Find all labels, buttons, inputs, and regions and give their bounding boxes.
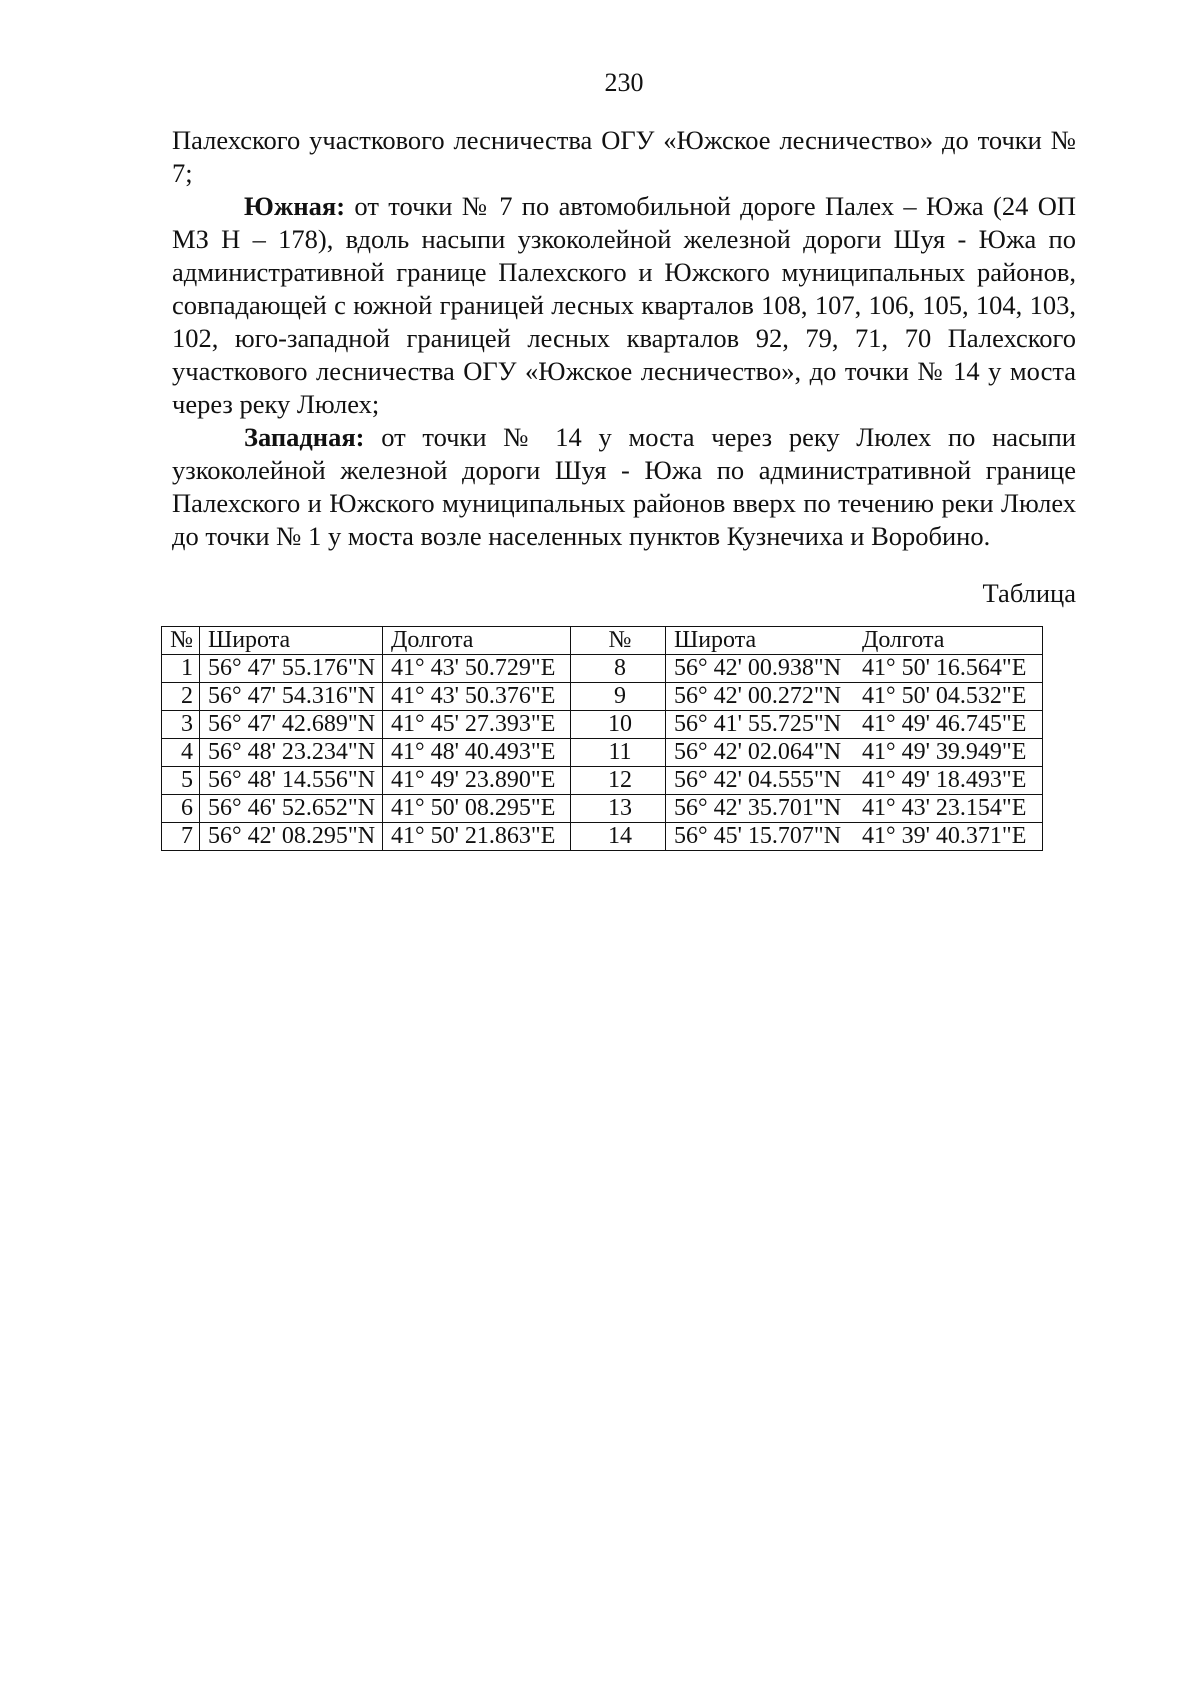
cell-latitude-2: 56° 41' 55.725"N bbox=[666, 711, 855, 739]
cell-longitude: 41° 49' 23.890"E bbox=[383, 767, 571, 795]
cell-latitude: 56° 48' 14.556"N bbox=[200, 767, 383, 795]
header-longitude: Долгота bbox=[383, 627, 571, 655]
cell-number-2: 8 bbox=[571, 655, 666, 683]
coordinates-table bbox=[161, 626, 1043, 851]
header-number-2: № bbox=[571, 627, 666, 655]
paragraph-southern-border bbox=[172, 190, 1076, 421]
cell-longitude: 41° 43' 50.729"E bbox=[383, 655, 571, 683]
cell-number: 7 bbox=[162, 823, 200, 851]
cell-latitude: 56° 47' 55.176"N bbox=[200, 655, 383, 683]
table-row bbox=[162, 683, 1043, 711]
header-number: № bbox=[162, 627, 200, 655]
cell-number-2: 9 bbox=[571, 683, 666, 711]
cell-latitude: 56° 48' 23.234"N bbox=[200, 739, 383, 767]
cell-number: 3 bbox=[162, 711, 200, 739]
cell-latitude-2: 56° 42' 04.555"N bbox=[666, 767, 855, 795]
cell-longitude-2: 41° 39' 40.371"E bbox=[854, 823, 1043, 851]
cell-number-2: 12 bbox=[571, 767, 666, 795]
body-text bbox=[172, 124, 1076, 553]
table-header-row bbox=[162, 627, 1043, 655]
table-row bbox=[162, 795, 1043, 823]
table-row bbox=[162, 823, 1043, 851]
section-label-western: Западная: bbox=[244, 422, 365, 452]
table-caption: Таблица bbox=[982, 578, 1076, 608]
cell-latitude: 56° 46' 52.652"N bbox=[200, 795, 383, 823]
table-row bbox=[162, 767, 1043, 795]
cell-latitude: 56° 47' 42.689"N bbox=[200, 711, 383, 739]
cell-number: 2 bbox=[162, 683, 200, 711]
table-body bbox=[162, 655, 1043, 851]
cell-latitude-2: 56° 42' 00.938"N bbox=[666, 655, 855, 683]
cell-number-2: 11 bbox=[571, 739, 666, 767]
cell-number-2: 10 bbox=[571, 711, 666, 739]
southern-border-text: от точки № 7 по автомобильной дороге Палех – Южа (24 ОП МЗ Н – 178), вдоль насыпи узкоколейной железной дороги Шуя - Южа по административной границе Палехского и Южского муниципальных районов, совпадающей с южной границей лесных кварталов 108, 107, 106, 105, 104, 103, 102, юго-западной границей лесных кварталов 92, 79, 71, 70 Палехского участкового лесничества ОГУ «Южское лесничество», до точки № 14 у моста через реку Люлех; bbox=[172, 191, 1076, 419]
cell-latitude-2: 56° 42' 02.064"N bbox=[666, 739, 855, 767]
header-latitude-2: Широта bbox=[666, 627, 855, 655]
cell-latitude-2: 56° 45' 15.707"N bbox=[666, 823, 855, 851]
cell-longitude-2: 41° 43' 23.154"E bbox=[854, 795, 1043, 823]
page-number: 230 bbox=[604, 68, 644, 97]
cell-number: 4 bbox=[162, 739, 200, 767]
cell-latitude-2: 56° 42' 35.701"N bbox=[666, 795, 855, 823]
paragraph-continuation: Палехского участкового лесничества ОГУ «Южское лесничество» до точки № 7; bbox=[172, 125, 1076, 188]
header-latitude: Широта bbox=[200, 627, 383, 655]
table-row bbox=[162, 655, 1043, 683]
cell-number-2: 14 bbox=[571, 823, 666, 851]
cell-longitude-2: 41° 49' 18.493"E bbox=[854, 767, 1043, 795]
table-row bbox=[162, 711, 1043, 739]
cell-longitude: 41° 50' 08.295"E bbox=[383, 795, 571, 823]
paragraph-western-border bbox=[172, 421, 1076, 553]
cell-longitude-2: 41° 50' 16.564"E bbox=[854, 655, 1043, 683]
cell-latitude: 56° 47' 54.316"N bbox=[200, 683, 383, 711]
cell-number: 5 bbox=[162, 767, 200, 795]
cell-latitude-2: 56° 42' 00.272"N bbox=[666, 683, 855, 711]
cell-longitude: 41° 50' 21.863"E bbox=[383, 823, 571, 851]
cell-number: 1 bbox=[162, 655, 200, 683]
cell-longitude: 41° 45' 27.393"E bbox=[383, 711, 571, 739]
cell-longitude-2: 41° 50' 04.532"E bbox=[854, 683, 1043, 711]
cell-longitude-2: 41° 49' 46.745"E bbox=[854, 711, 1043, 739]
cell-number: 6 bbox=[162, 795, 200, 823]
header-longitude-2: Долгота bbox=[854, 627, 1043, 655]
table-row bbox=[162, 739, 1043, 767]
cell-latitude: 56° 42' 08.295"N bbox=[200, 823, 383, 851]
cell-number-2: 13 bbox=[571, 795, 666, 823]
section-label-southern: Южная: bbox=[244, 191, 346, 221]
cell-longitude: 41° 43' 50.376"E bbox=[383, 683, 571, 711]
western-border-text: от точки № 14 у моста через реку Люлех по насыпи узкоколейной железной дороги Шуя - Южа по административной границе Палехского и Южского муниципальных районов вверх по течению реки Люлех до точки № 1 у моста возле населенных пунктов Кузнечиха и Воробино. bbox=[172, 422, 1076, 551]
cell-longitude-2: 41° 49' 39.949"E bbox=[854, 739, 1043, 767]
cell-longitude: 41° 48' 40.493"E bbox=[383, 739, 571, 767]
